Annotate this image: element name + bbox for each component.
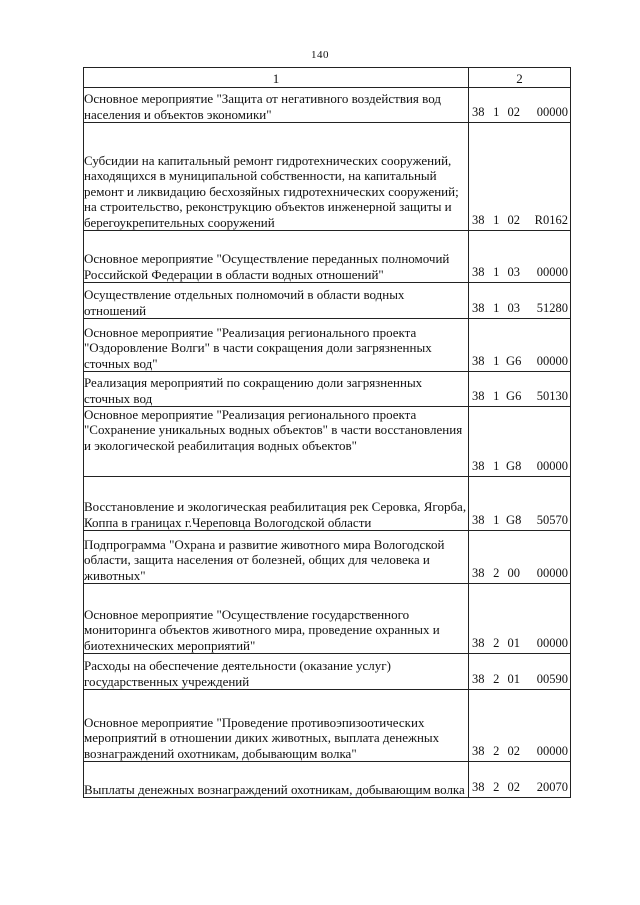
code-program: 38	[472, 780, 485, 794]
row-name: Основное мероприятие "Реализация регионального проекта "Сохранение уникальных водных объектов" в части восстановления и экологической реабилитация водных объектов"	[84, 407, 469, 477]
code-activity: 01	[507, 672, 520, 686]
table-row	[84, 477, 571, 531]
table-row	[84, 531, 571, 584]
table-row	[84, 584, 571, 654]
table-row	[84, 762, 571, 798]
row-code	[469, 477, 571, 531]
code-direction: 00000	[536, 354, 568, 368]
code-program: 38	[472, 105, 485, 119]
code-subprogram: 1	[493, 105, 500, 119]
table-row	[84, 690, 571, 762]
code-direction: 00590	[536, 672, 568, 686]
code-direction: 00000	[536, 105, 568, 119]
code-program: 38	[472, 213, 485, 227]
budget-classification-table	[83, 67, 571, 798]
row-code	[469, 654, 571, 690]
row-code	[469, 407, 571, 477]
row-name: Подпрограмма "Охрана и развитие животного мира Вологодской области, защита населения от болезней, общих для человека и животных"	[84, 531, 469, 584]
code-subprogram: 1	[493, 301, 500, 315]
code-direction: 00000	[536, 566, 568, 580]
code-direction: 50570	[536, 513, 568, 527]
table-row	[84, 123, 571, 231]
code-activity: G6	[506, 354, 522, 368]
code-subprogram: 1	[493, 513, 500, 527]
row-code	[469, 88, 571, 123]
row-code	[469, 319, 571, 372]
code-subprogram: 2	[493, 672, 500, 686]
table-row	[84, 283, 571, 319]
row-name: Основное мероприятие "Осуществление переданных полномочий Российской Федерации в области водных отношений"	[84, 231, 469, 283]
code-activity: 02	[507, 105, 520, 119]
row-code	[469, 123, 571, 231]
table-header-row	[84, 68, 571, 88]
code-program: 38	[472, 459, 485, 473]
code-activity: 03	[507, 265, 520, 279]
code-subprogram: 2	[493, 744, 500, 758]
code-activity: 00	[507, 566, 520, 580]
code-subprogram: 1	[493, 354, 500, 368]
code-activity: 02	[507, 780, 520, 794]
row-name: Осуществление отдельных полномочий в области водных отношений	[84, 283, 469, 319]
code-subprogram: 1	[493, 459, 500, 473]
code-program: 38	[472, 636, 485, 650]
table-row	[84, 654, 571, 690]
code-direction: R0162	[534, 213, 568, 227]
row-name: Восстановление и экологическая реабилитация рек Серовка, Ягорба, Коппа в границах г.Череповца Вологодской области	[84, 477, 469, 531]
code-subprogram: 2	[493, 636, 500, 650]
code-direction: 00000	[536, 459, 568, 473]
code-direction: 00000	[536, 636, 568, 650]
column-header-1: 1	[84, 68, 469, 88]
code-activity: G6	[506, 389, 522, 403]
code-program: 38	[472, 744, 485, 758]
row-name: Выплаты денежных вознаграждений охотникам, добывающим волка	[84, 762, 469, 798]
code-direction: 00000	[536, 265, 568, 279]
row-code	[469, 283, 571, 319]
code-activity: 03	[507, 301, 520, 315]
code-direction: 00000	[536, 744, 568, 758]
code-activity: G8	[506, 459, 522, 473]
code-direction: 50130	[536, 389, 568, 403]
row-name: Основное мероприятие "Защита от негативного воздействия вод населения и объектов экономики"	[84, 88, 469, 123]
row-code	[469, 584, 571, 654]
row-code	[469, 762, 571, 798]
row-code	[469, 690, 571, 762]
code-subprogram: 1	[493, 389, 500, 403]
code-subprogram: 1	[493, 213, 500, 227]
code-activity: 02	[507, 744, 520, 758]
row-name: Основное мероприятие "Реализация регионального проекта "Оздоровление Волги" в части сокращения доли загрязненных сточных вод"	[84, 319, 469, 372]
code-program: 38	[472, 566, 485, 580]
code-subprogram: 2	[493, 780, 500, 794]
code-activity: G8	[506, 513, 522, 527]
row-name: Реализация мероприятий по сокращению доли загрязненных сточных вод	[84, 372, 469, 407]
table-row	[84, 407, 571, 477]
code-subprogram: 2	[493, 566, 500, 580]
code-activity: 01	[507, 636, 520, 650]
table-row	[84, 319, 571, 372]
page-number: 140	[311, 49, 329, 61]
row-code	[469, 372, 571, 407]
code-subprogram: 1	[493, 265, 500, 279]
code-direction: 20070	[536, 780, 568, 794]
column-header-2: 2	[469, 68, 571, 88]
code-program: 38	[472, 265, 485, 279]
code-program: 38	[472, 513, 485, 527]
row-name: Основное мероприятие "Проведение противоэпизоотических мероприятий в отношении диких животных, выплата денежных вознаграждений охотникам, добывающим волка"	[84, 690, 469, 762]
code-program: 38	[472, 389, 485, 403]
row-name: Расходы на обеспечение деятельности (оказание услуг) государственных учреждений	[84, 654, 469, 690]
row-name: Основное мероприятие "Осуществление государственного мониторинга объектов животного мира, проведение охранных и биотехнических мероприятий"	[84, 584, 469, 654]
table-row	[84, 231, 571, 283]
table-row	[84, 372, 571, 407]
row-code	[469, 231, 571, 283]
row-code	[469, 531, 571, 584]
code-direction: 51280	[536, 301, 568, 315]
code-activity: 02	[507, 213, 520, 227]
code-program: 38	[472, 301, 485, 315]
code-program: 38	[472, 672, 485, 686]
table-row	[84, 88, 571, 123]
row-name: Субсидии на капитальный ремонт гидротехнических сооружений, находящихся в муниципальной собственности, на капитальный ремонт и ликвидацию бесхозяйных гидротехнических сооружений; на строительство, реконструкцию объектов инженерной защиты и берегоукрепительных сооружений	[84, 123, 469, 231]
code-program: 38	[472, 354, 485, 368]
